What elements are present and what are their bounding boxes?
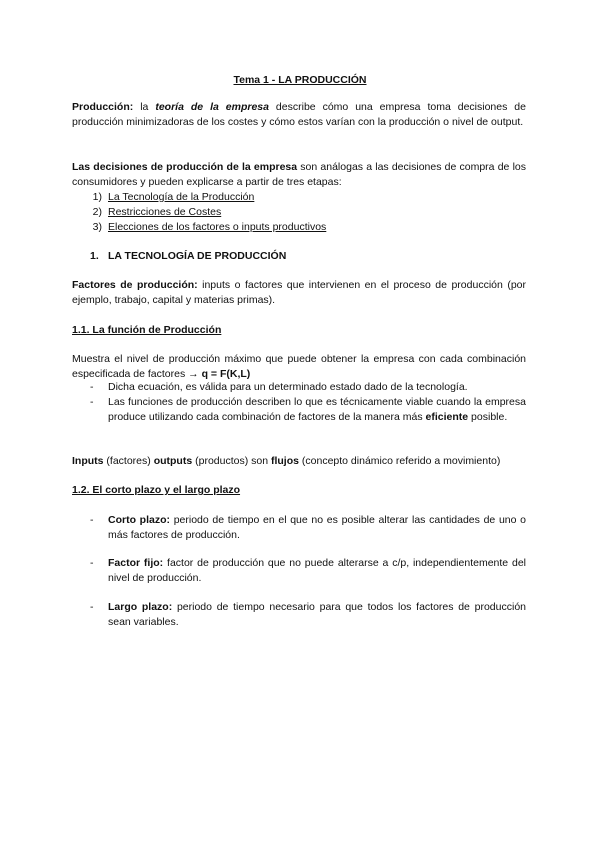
decisions-rest: son análogas a las decisiones de compra de los consumidores y pueden explicarse a partir de tres etapas: [72, 161, 526, 188]
stage-label: Restricciones de Costes [108, 206, 222, 218]
definition-term: Largo plazo: [108, 601, 173, 613]
definition-term: Corto plazo: [108, 514, 171, 526]
inputs-term: Inputs [72, 455, 104, 467]
stage-number: 3) [92, 221, 102, 233]
definition-term: Factor fijo: [108, 557, 164, 569]
definition-text: factor de producción que no puede alterarse a c/p, independientemente del nivel de producción. [108, 557, 526, 584]
intro-term: Producción: [72, 101, 134, 113]
intro-rest: describe cómo una empresa toma decisiones de producción minimizadoras de los costes y cómo estos varían con la producción o nivel de output. [72, 101, 526, 128]
stage-label: Elecciones de los factores o inputs productivos [108, 221, 327, 233]
outputs-term: outputs [153, 455, 193, 467]
inputs-paren: (factores) [103, 455, 154, 467]
bullet-dash: - [90, 514, 94, 526]
section-heading [90, 249, 286, 264]
factors-rest: inputs o factores que intervienen en el proceso de producción (por ejemplo, trabajo, capital y materias primas). [72, 279, 526, 306]
intro-paragraph [72, 100, 526, 130]
intro-pre: la [133, 101, 156, 113]
bullet-dash: - [90, 557, 94, 569]
factors-term: Factores de producción: [72, 279, 198, 291]
intro-emph: teoría de la empresa [155, 101, 269, 113]
subsection-heading-1-1: 1.1. La función de Producción [72, 324, 222, 336]
production-function-text: Muestra el nivel de producción máximo que puede obtener la empresa con cada combinación especificada de factores → [72, 353, 526, 380]
stage-number: 2) [92, 206, 102, 218]
page-title: Tema 1 - LA PRODUCCIÓN [233, 74, 367, 86]
production-formula: q = F(K,L) [201, 368, 251, 380]
subsection-heading-1-2: 1.2. El corto plazo y el largo plazo [72, 484, 241, 496]
flujos-term: flujos [270, 455, 299, 467]
stage-label: La Tecnología de la Producción [108, 191, 255, 203]
definition-item [108, 600, 526, 630]
bullet-dash: - [90, 601, 94, 613]
bullet-item [108, 395, 526, 425]
bullet-dash: - [90, 381, 94, 393]
flows-paragraph [72, 454, 526, 469]
section-title: LA TECNOLOGÍA DE PRODUCCIÓN [108, 250, 287, 262]
stage-number: 1) [92, 191, 102, 203]
definition-item [108, 556, 526, 586]
decisions-paragraph [72, 160, 526, 190]
definition-text: periodo de tiempo necesario para que todos los factores de producción sean variables. [108, 601, 526, 628]
definition-item [108, 513, 526, 543]
bullet-bold: eficiente [425, 411, 469, 423]
outputs-paren: (productos) son [192, 455, 271, 467]
bullet-text-end: posible. [468, 411, 508, 423]
section-number: 1. [90, 250, 99, 262]
bullet-text: Las funciones de producción describen lo que es técnicamente viable cuando la empresa produce utilizando cada combinación de factores de la manera más [108, 396, 526, 423]
bullet-item: Dicha ecuación, es válida para un determinado estado dado de la tecnología. [108, 381, 468, 393]
decisions-term: Las decisiones de producción de la empresa [72, 161, 298, 173]
bullet-dash: - [90, 396, 94, 408]
production-function-paragraph [72, 352, 526, 382]
definition-text: periodo de tiempo en el que no es posible alterar las cantidades de uno o más factores de producción. [108, 514, 526, 541]
flows-rest: (concepto dinámico referido a movimiento) [298, 455, 501, 467]
factors-paragraph [72, 278, 526, 308]
